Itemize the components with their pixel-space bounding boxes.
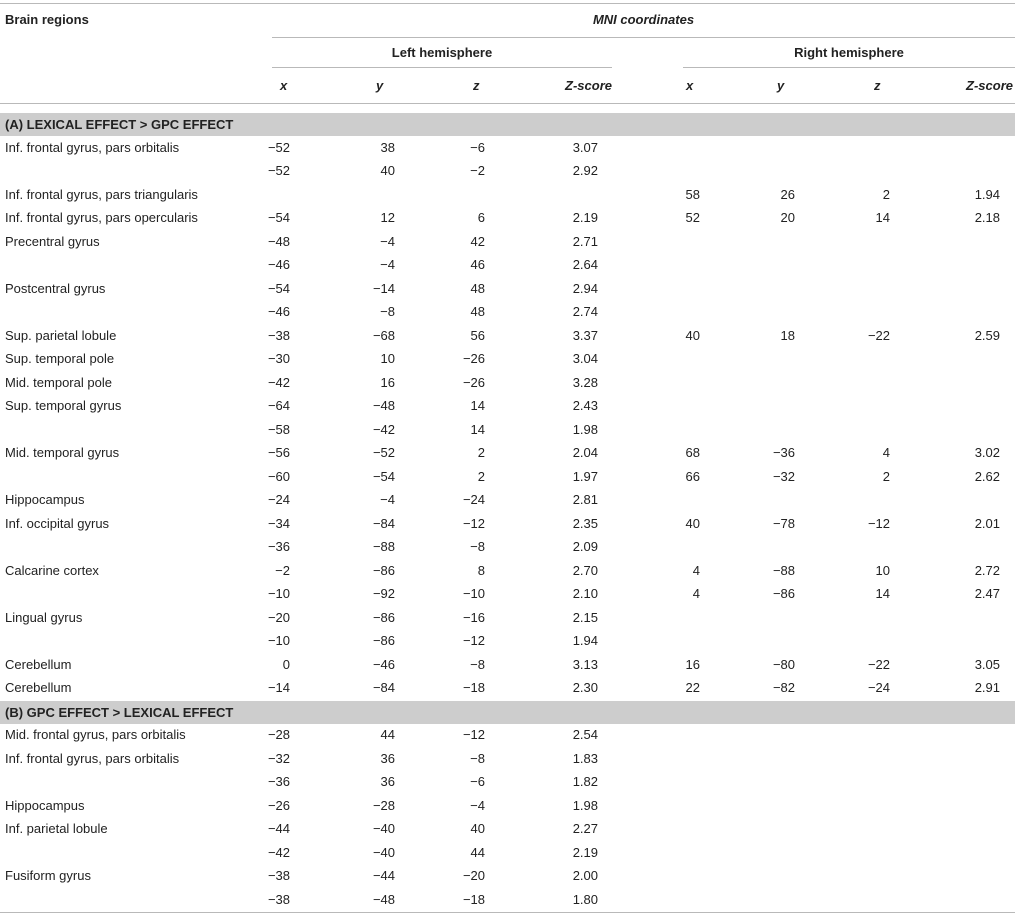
left-x-cell: −42 — [267, 375, 290, 390]
header-rule — [0, 103, 1015, 104]
left-zscore-cell: 2.64 — [572, 257, 598, 272]
left-y-cell: −52 — [372, 445, 395, 460]
left-x-cell: −24 — [267, 492, 290, 507]
left-zscore-cell: 2.70 — [572, 563, 598, 578]
left-zscore-cell: 2.27 — [572, 821, 598, 836]
right-x-cell: 40 — [685, 328, 700, 343]
right-x-cell: 4 — [692, 586, 700, 601]
left-z-cell: −18 — [462, 892, 485, 907]
left-x-cell: 0 — [282, 657, 290, 672]
left-z-cell: −8 — [470, 751, 485, 766]
left-y-cell: −68 — [372, 328, 395, 343]
left-zscore-cell: 2.19 — [572, 210, 598, 225]
left-y-cell: 38 — [380, 140, 395, 155]
left-y-cell: −8 — [380, 304, 395, 319]
region-cell: Fusiform gyrus — [5, 868, 91, 883]
table-row — [0, 419, 1015, 442]
left-zscore-cell: 1.98 — [572, 798, 598, 813]
left-x-cell: −30 — [267, 351, 290, 366]
left-zscore-cell: 2.94 — [572, 281, 598, 296]
right-y-cell: −36 — [772, 445, 795, 460]
left-zscore-cell: 1.98 — [572, 422, 598, 437]
left-y-header: y — [376, 78, 384, 93]
right-y-cell: −80 — [772, 657, 795, 672]
left-x-cell: −14 — [267, 680, 290, 695]
region-cell: Sup. temporal gyrus — [5, 398, 122, 413]
region-cell: Inf. frontal gyrus, pars opercularis — [5, 210, 198, 225]
table-row — [0, 630, 1015, 653]
left-z-cell: −12 — [462, 516, 485, 531]
brain-regions-header: Brain regions — [5, 12, 89, 27]
left-y-cell: −14 — [372, 281, 395, 296]
left-z-cell: −12 — [462, 727, 485, 742]
section-header — [0, 113, 1015, 136]
right-x-cell: 40 — [685, 516, 700, 531]
left-y-cell: 36 — [380, 774, 395, 789]
right-x-cell: 66 — [685, 469, 700, 484]
right-z-cell: 10 — [875, 563, 890, 578]
left-x-cell: −38 — [267, 328, 290, 343]
region-cell: Precentral gyrus — [5, 234, 100, 249]
left-z-cell: 2 — [477, 445, 485, 460]
left-zscore-cell: 2.00 — [572, 868, 598, 883]
right-x-cell: 4 — [692, 563, 700, 578]
left-x-cell: −60 — [267, 469, 290, 484]
left-y-cell: −28 — [372, 798, 395, 813]
left-z-cell: −2 — [470, 163, 485, 178]
left-y-cell: −4 — [380, 492, 395, 507]
table-row — [0, 395, 1015, 418]
region-cell: Cerebellum — [5, 657, 72, 672]
right-z-cell: 14 — [875, 210, 890, 225]
left-x-cell: −52 — [267, 163, 290, 178]
left-x-cell: −34 — [267, 516, 290, 531]
left-zscore-cell: 1.80 — [572, 892, 598, 907]
table-row — [0, 442, 1015, 465]
table-row — [0, 607, 1015, 630]
right-hemisphere-header: Right hemisphere — [794, 45, 904, 60]
left-z-cell: 48 — [470, 281, 485, 296]
right-zscore-cell: 2.72 — [974, 563, 1000, 578]
left-y-cell: −54 — [372, 469, 395, 484]
right-y-cell: −86 — [772, 586, 795, 601]
left-y-cell: 40 — [380, 163, 395, 178]
left-z-cell: 48 — [470, 304, 485, 319]
right-z-cell: −22 — [867, 328, 890, 343]
left-zscore-cell: 2.92 — [572, 163, 598, 178]
right-y-cell: −78 — [772, 516, 795, 531]
left-z-cell: −8 — [470, 539, 485, 554]
left-zscore-cell: 2.15 — [572, 610, 598, 625]
left-x-cell: −58 — [267, 422, 290, 437]
left-y-cell: 12 — [380, 210, 395, 225]
right-hemisphere-rule — [683, 67, 1015, 68]
left-y-cell: −88 — [372, 539, 395, 554]
region-cell: Calcarine cortex — [5, 563, 99, 578]
table-row — [0, 160, 1015, 183]
right-y-cell: −88 — [772, 563, 795, 578]
left-y-cell: −46 — [372, 657, 395, 672]
left-y-cell: −48 — [372, 398, 395, 413]
right-z-header: z — [874, 78, 881, 93]
table-row — [0, 325, 1015, 348]
table-row — [0, 724, 1015, 747]
left-z-cell: −24 — [462, 492, 485, 507]
left-x-cell: −32 — [267, 751, 290, 766]
left-x-cell: −64 — [267, 398, 290, 413]
section-title: (B) GPC EFFECT > LEXICAL EFFECT — [5, 705, 234, 720]
region-cell: Cerebellum — [5, 680, 72, 695]
left-z-cell: −16 — [462, 610, 485, 625]
left-z-cell: −26 — [462, 375, 485, 390]
region-cell: Inf. frontal gyrus, pars triangularis — [5, 187, 198, 202]
table-row — [0, 207, 1015, 230]
right-z-cell: −24 — [867, 680, 890, 695]
left-y-cell: −86 — [372, 563, 395, 578]
region-cell: Inf. parietal lobule — [5, 821, 108, 836]
left-z-cell: −6 — [470, 140, 485, 155]
table-row — [0, 795, 1015, 818]
left-y-cell: −4 — [380, 257, 395, 272]
left-z-cell: −26 — [462, 351, 485, 366]
region-cell: Mid. temporal gyrus — [5, 445, 120, 460]
left-x-cell: −42 — [267, 845, 290, 860]
left-x-cell: −44 — [267, 821, 290, 836]
region-cell: Inf. frontal gyrus, pars orbitalis — [5, 751, 180, 766]
left-z-cell: 46 — [470, 257, 485, 272]
top-rule — [0, 3, 1015, 4]
bottom-rule — [0, 912, 1015, 913]
left-z-cell: 42 — [470, 234, 485, 249]
right-x-cell: 52 — [685, 210, 700, 225]
right-z-cell: −22 — [867, 657, 890, 672]
region-cell: Inf. frontal gyrus, pars orbitalis — [5, 140, 180, 155]
left-z-cell: 2 — [477, 469, 485, 484]
right-zscore-cell: 2.18 — [974, 210, 1000, 225]
right-zscore-cell: 2.91 — [974, 680, 1000, 695]
table-row — [0, 842, 1015, 865]
left-zscore-cell: 2.35 — [572, 516, 598, 531]
table-row — [0, 536, 1015, 559]
region-cell: Hippocampus — [5, 492, 85, 507]
right-zscore-cell: 2.62 — [974, 469, 1000, 484]
table-row — [0, 771, 1015, 794]
left-zscore-cell: 2.81 — [572, 492, 598, 507]
left-z-cell: 14 — [470, 398, 485, 413]
left-y-cell: −40 — [372, 845, 395, 860]
right-y-cell: 26 — [780, 187, 795, 202]
table-row — [0, 889, 1015, 912]
table-row — [0, 513, 1015, 536]
left-y-cell: 16 — [380, 375, 395, 390]
left-hemisphere-header: Left hemisphere — [391, 45, 493, 60]
region-cell: Postcentral gyrus — [5, 281, 106, 296]
left-zscore-cell: 3.28 — [572, 375, 598, 390]
right-z-cell: 2 — [882, 469, 890, 484]
left-x-cell: −54 — [267, 210, 290, 225]
left-zscore-cell: 2.10 — [572, 586, 598, 601]
left-x-cell: −36 — [267, 774, 290, 789]
left-y-cell: −4 — [380, 234, 395, 249]
left-z-cell: 44 — [470, 845, 485, 860]
right-z-cell: 4 — [882, 445, 890, 460]
left-z-cell: −20 — [462, 868, 485, 883]
left-y-cell: −42 — [372, 422, 395, 437]
region-cell: Sup. parietal lobule — [5, 328, 117, 343]
right-zscore-cell: 3.02 — [974, 445, 1000, 460]
left-zscore-cell: 2.54 — [572, 727, 598, 742]
right-zscore-header: Z-score — [966, 78, 1013, 93]
left-x-cell: −46 — [267, 257, 290, 272]
left-zscore-cell: 2.43 — [572, 398, 598, 413]
left-x-cell: −20 — [267, 610, 290, 625]
right-x-header: x — [686, 78, 694, 93]
table-row — [0, 654, 1015, 677]
table-row — [0, 466, 1015, 489]
left-zscore-cell: 3.13 — [572, 657, 598, 672]
left-z-cell: 6 — [477, 210, 485, 225]
region-cell: Mid. frontal gyrus, pars orbitalis — [5, 727, 186, 742]
left-zscore-cell: 1.83 — [572, 751, 598, 766]
left-y-cell: −84 — [372, 516, 395, 531]
right-zscore-cell: 2.01 — [974, 516, 1000, 531]
left-x-cell: −10 — [267, 586, 290, 601]
table-row — [0, 278, 1015, 301]
left-x-cell: −52 — [267, 140, 290, 155]
left-zscore-cell: 2.71 — [572, 234, 598, 249]
table-row — [0, 560, 1015, 583]
left-x-cell: −38 — [267, 868, 290, 883]
left-z-cell: −18 — [462, 680, 485, 695]
left-z-cell: 40 — [470, 821, 485, 836]
right-zscore-cell: 2.47 — [974, 586, 1000, 601]
left-zscore-cell: 2.74 — [572, 304, 598, 319]
left-z-header: z — [473, 78, 480, 93]
left-zscore-cell: 2.19 — [572, 845, 598, 860]
table-row — [0, 348, 1015, 371]
table-row — [0, 748, 1015, 771]
table-row — [0, 184, 1015, 207]
right-x-cell: 58 — [685, 187, 700, 202]
table-row — [0, 301, 1015, 324]
left-zscore-cell: 1.94 — [572, 633, 598, 648]
table-row — [0, 865, 1015, 888]
left-z-cell: −4 — [470, 798, 485, 813]
left-zscore-cell: 2.04 — [572, 445, 598, 460]
left-y-cell: 36 — [380, 751, 395, 766]
left-y-cell: −40 — [372, 821, 395, 836]
right-zscore-cell: 1.94 — [974, 187, 1000, 202]
table-row — [0, 583, 1015, 606]
mni-rule — [272, 37, 1015, 38]
table-row — [0, 677, 1015, 700]
region-cell: Lingual gyrus — [5, 610, 83, 625]
left-zscore-cell: 3.07 — [572, 140, 598, 155]
left-x-cell: −48 — [267, 234, 290, 249]
left-zscore-cell: 3.04 — [572, 351, 598, 366]
section-title: (A) LEXICAL EFFECT > GPC EFFECT — [5, 117, 234, 132]
region-cell: Hippocampus — [5, 798, 85, 813]
left-y-cell: 44 — [380, 727, 395, 742]
right-y-cell: 20 — [780, 210, 795, 225]
region-cell: Inf. occipital gyrus — [5, 516, 110, 531]
left-x-cell: −26 — [267, 798, 290, 813]
left-zscore-cell: 1.82 — [572, 774, 598, 789]
left-z-cell: −6 — [470, 774, 485, 789]
right-z-cell: 2 — [882, 187, 890, 202]
left-x-cell: −56 — [267, 445, 290, 460]
table-row — [0, 372, 1015, 395]
left-x-cell: −46 — [267, 304, 290, 319]
left-y-cell: 10 — [380, 351, 395, 366]
right-y-header: y — [777, 78, 785, 93]
left-z-cell: −8 — [470, 657, 485, 672]
left-x-cell: −2 — [275, 563, 290, 578]
table-row — [0, 489, 1015, 512]
left-z-cell: −12 — [462, 633, 485, 648]
right-y-cell: −32 — [772, 469, 795, 484]
left-x-header: x — [280, 78, 288, 93]
right-zscore-cell: 3.05 — [974, 657, 1000, 672]
mni-coordinates-header: MNI coordinates — [592, 12, 695, 27]
right-z-cell: 14 — [875, 586, 890, 601]
left-zscore-cell: 1.97 — [572, 469, 598, 484]
left-y-cell: −86 — [372, 610, 395, 625]
left-x-cell: −54 — [267, 281, 290, 296]
region-cell: Mid. temporal pole — [5, 375, 112, 390]
left-y-cell: −86 — [372, 633, 395, 648]
left-x-cell: −38 — [267, 892, 290, 907]
left-zscore-cell: 2.30 — [572, 680, 598, 695]
right-x-cell: 68 — [685, 445, 700, 460]
left-x-cell: −28 — [267, 727, 290, 742]
left-hemisphere-rule — [272, 67, 612, 68]
left-y-cell: −44 — [372, 868, 395, 883]
right-x-cell: 16 — [685, 657, 700, 672]
left-y-cell: −92 — [372, 586, 395, 601]
left-zscore-header: Z-score — [565, 78, 612, 93]
right-zscore-cell: 2.59 — [974, 328, 1000, 343]
table-row — [0, 231, 1015, 254]
table-row — [0, 137, 1015, 160]
left-z-cell: 8 — [477, 563, 485, 578]
right-y-cell: −82 — [772, 680, 795, 695]
section-header — [0, 701, 1015, 724]
left-zscore-cell: 3.37 — [572, 328, 598, 343]
right-z-cell: −12 — [867, 516, 890, 531]
right-x-cell: 22 — [685, 680, 700, 695]
left-z-cell: 56 — [470, 328, 485, 343]
region-cell: Sup. temporal pole — [5, 351, 115, 366]
left-x-cell: −10 — [267, 633, 290, 648]
table-row — [0, 254, 1015, 277]
table-row — [0, 818, 1015, 841]
left-z-cell: 14 — [470, 422, 485, 437]
left-z-cell: −10 — [462, 586, 485, 601]
left-y-cell: −84 — [372, 680, 395, 695]
right-y-cell: 18 — [780, 328, 795, 343]
left-x-cell: −36 — [267, 539, 290, 554]
left-zscore-cell: 2.09 — [572, 539, 598, 554]
left-y-cell: −48 — [372, 892, 395, 907]
